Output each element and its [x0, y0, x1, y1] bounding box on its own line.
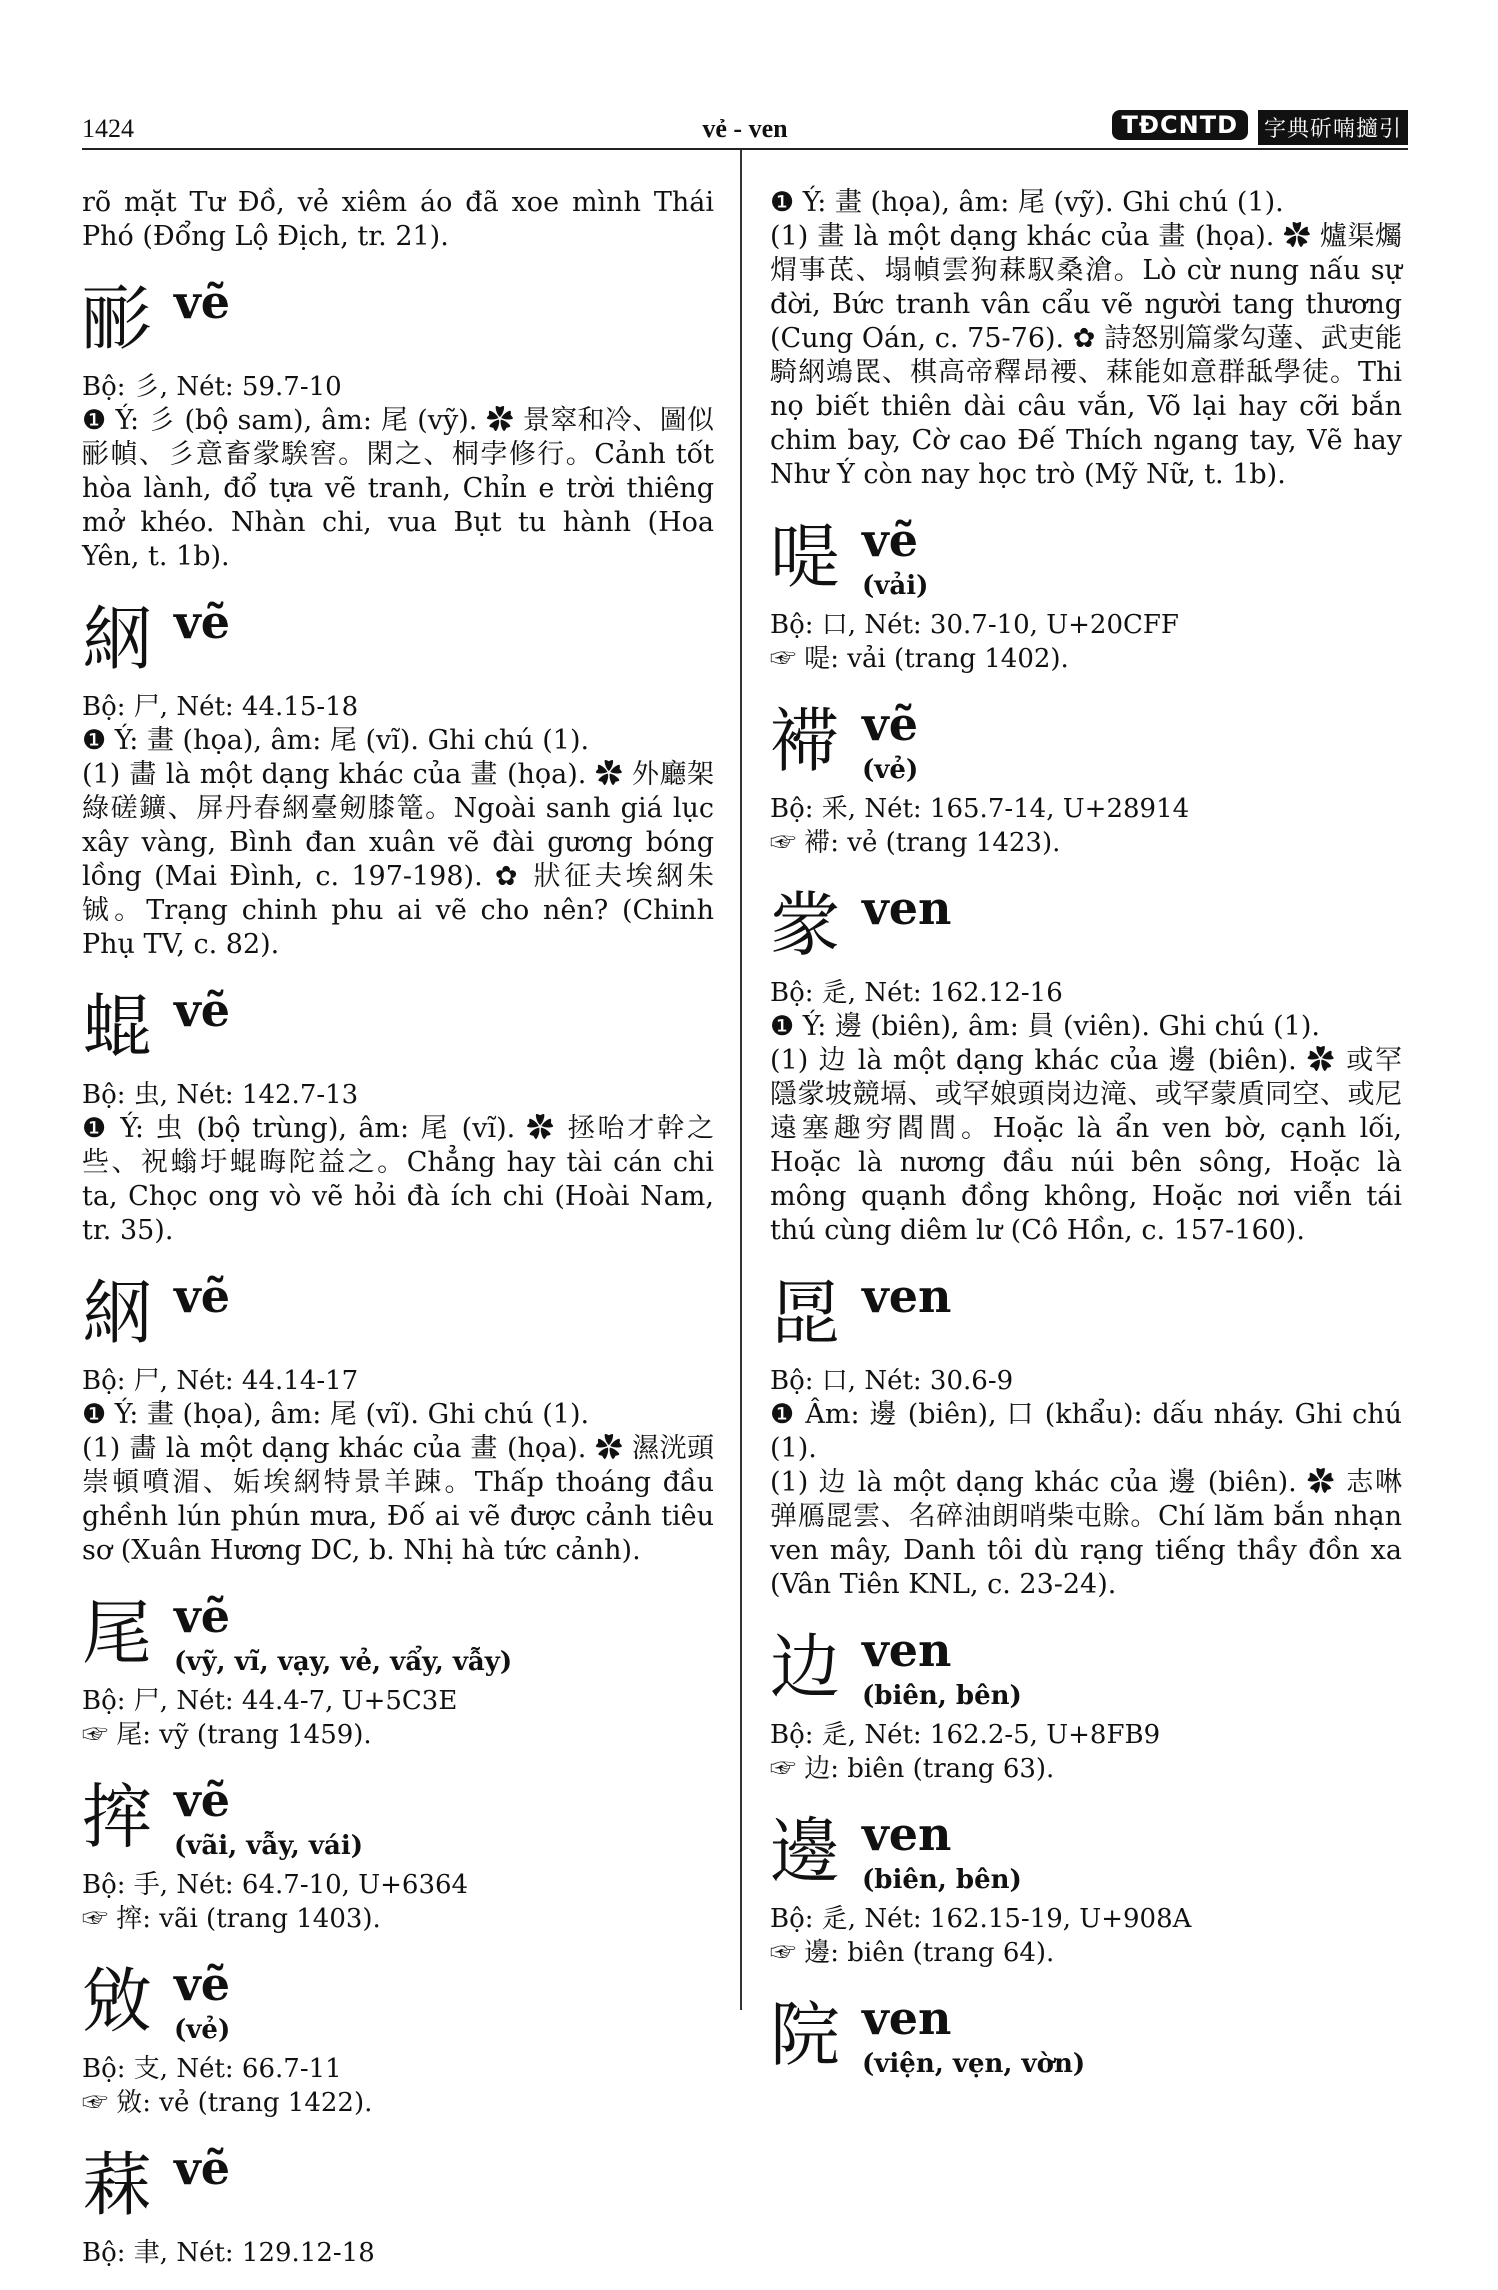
dictionary-entry — [82, 274, 714, 574]
entry-radical-strokes: Bộ: 辵, Nét: 162.15-19, U+908A — [770, 1904, 1192, 1934]
column-divider — [740, 150, 742, 2010]
dictionary-entry — [770, 1806, 1402, 1970]
entry-character: 㖷 — [770, 516, 840, 598]
entry-alternate-readings: (biên, bên) — [862, 1865, 1022, 1895]
left-entries — [82, 274, 714, 2270]
entry-radical-strokes: Bộ: 釆, Nét: 165.7-14, U+28914 — [770, 794, 1190, 824]
entry-head — [82, 982, 714, 1078]
entry-cross-reference[interactable]: ☞ 䙊: vẻ (trang 1423). — [770, 828, 1061, 858]
entry-character: 蜫 — [82, 986, 152, 1068]
entry-alternate-readings: (vải) — [862, 571, 929, 601]
dictionary-entry — [82, 1956, 714, 2120]
entry-reading: ven — [862, 1991, 952, 2045]
entry-head — [82, 594, 714, 690]
entry-head — [82, 1772, 714, 1868]
entry-head — [770, 880, 1402, 976]
entry-character: 尾 — [82, 1592, 152, 1674]
entry-character: 敓 — [82, 1960, 152, 2042]
continued-text: rõ mặt Tư Đồ, vẻ xiêm áo đã xoe mình Thái Phó (Đổng Lộ Địch, tr. 21). — [82, 187, 714, 252]
entry-radical-strokes: Bộ: 支, Nét: 66.7-11 — [82, 2054, 342, 2084]
dictionary-entry — [770, 512, 1402, 676]
entry-character: 边 — [770, 1626, 840, 1708]
running-title: vẻ - ven — [702, 114, 788, 143]
dictionary-entry — [82, 982, 714, 1248]
dictionary-entry — [82, 594, 714, 962]
entry-radical-strokes: Bộ: 虫, Nét: 142.7-13 — [82, 1080, 359, 1110]
entry-reading: vẽ — [174, 595, 230, 649]
dictionary-entry — [770, 880, 1402, 1248]
entry-character: 㖯 — [770, 1272, 840, 1354]
entry-radical-strokes: Bộ: 尸, Nét: 44.4-7, U+5C3E — [82, 1686, 458, 1716]
entry-reading: vẽ — [174, 275, 230, 329]
right-entries — [770, 512, 1402, 2086]
entry-character: 㨓 — [82, 1776, 152, 1858]
entry-cross-reference[interactable]: ☞ 㨓: vãi (trang 1403). — [82, 1904, 381, 1934]
entry-reading: vẽ — [174, 1269, 230, 1323]
entry-definition: ❶ Ý: 畫 (họa), âm: 尾 (vĩ). Ghi chú (1). — [82, 725, 590, 756]
entry-cross-reference[interactable]: ☞ 敓: vẻ (trang 1422). — [82, 2088, 373, 2118]
entry-reading: vẽ — [174, 2141, 230, 2195]
entry-head — [770, 1268, 1402, 1364]
entry-definition: ❶ Ý: 邊 (biên), âm: 員 (viên). Ghi chú (1). — [770, 1011, 1320, 1042]
entry-reading: ven — [862, 1623, 952, 1677]
entry-radical-strokes: Bộ: 口, Nét: 30.7-10, U+20CFF — [770, 610, 1179, 640]
entry-head — [770, 512, 1402, 608]
entry-radical-strokes: Bộ: 手, Nét: 64.7-10, U+6364 — [82, 1870, 469, 1900]
dictionary-entry — [770, 1990, 1402, 2086]
entry-character: 邊 — [770, 1810, 840, 1892]
entry-reading: vẽ — [174, 1957, 230, 2011]
entry-head — [82, 1588, 714, 1684]
left-column — [82, 186, 714, 2290]
entry-head — [82, 2140, 714, 2236]
dictionary-entry — [82, 1268, 714, 1568]
entry-character: 䔉 — [82, 2144, 152, 2226]
entry-head — [82, 1268, 714, 1364]
entry-note: (1) 畵 là một dạng khác của 畫 (họa). ✿ 外廳架綠磋鑛、屏丹春䋄臺剱膝篭。Ngoài sanh giá lục xây vàng, Bình đan xuân vẽ đài gương bóng lồng (Mai Đình, c. 197-198). ✿ 狀征夫埃䋄朱铖。Trạng chinh phu ai vẽ cho nên? (Chinh Phụ TV, c. 82). — [82, 759, 714, 960]
entry-head — [770, 1622, 1402, 1718]
page-header — [82, 108, 1408, 150]
entry-cross-reference[interactable]: ☞ 边: biên (trang 63). — [770, 1754, 1055, 1784]
entry-radical-strokes: Bộ: 辵, Nét: 162.12-16 — [770, 978, 1063, 1008]
entry-alternate-readings: (viện, vẹn, vờn) — [862, 2049, 1086, 2079]
dictionary-entry — [82, 1588, 714, 1752]
entry-alternate-readings: (vẻ) — [174, 2015, 231, 2045]
entry-radical-strokes: Bộ: 辵, Nét: 162.2-5, U+8FB9 — [770, 1720, 1161, 1750]
entry-definition: ❶ Ý: 虫 (bộ trùng), âm: 尾 (vĩ). ✿ 拯咍才幹之些、祝螉圩蜫晦陀益之。Chẳng hay tài cán chi ta, Chọc ong vò vẽ hỏi đà ích chi (Hoài Nam, tr. 35). — [82, 1113, 714, 1246]
dictionary-logo-badge: TĐCNTD — [1112, 110, 1248, 140]
entry-radical-strokes: Bộ: 尸, Nét: 44.15-18 — [82, 692, 359, 722]
entry-character: 院 — [770, 1994, 840, 2076]
entry-radical-strokes: Bộ: 尸, Nét: 44.14-17 — [82, 1366, 359, 1396]
dictionary-entry — [770, 696, 1402, 860]
continued-note: (1) 畫 là một dạng khác của 畫 (họa). ✿ 爐渠爥焨事茋、塌幀雲狗䔉馭桑滄。Lò cừ nung nấu sự đời, Bức tranh vân cẩu vẽ người tang thương (Cung Oán, c. 75-76). ✿ 詩怒别篇䝉勾薘、武吏能騎䋄鴗䍕、棋高帝釋昂䙅、䔉能如意群䑛學徒。Thi nọ biết thiên dài câu vắn, Võ lại hay cỡi bắn chim bay, Cờ cao Đế Thích ngang tay, Vẽ hay Như Ý còn nay học trò (Mỹ Nữ, t. 1b). — [770, 221, 1402, 490]
entry-note: (1) 畵 là một dạng khác của 畫 (họa). ✿ 濕洸頭崇頓噴湄、姤埃䋄特景羊踈。Thấp thoáng đầu ghềnh lún phún mưa, Đố ai vẽ được cảnh tiêu sơ (Xuân Hương DC, b. Nhị hà tức cảnh). — [82, 1433, 714, 1566]
entry-reading: vẽ — [174, 1589, 230, 1643]
entry-head — [770, 696, 1402, 792]
continued-definition: ❶ Ý: 畫 (họa), âm: 尾 (vỹ). Ghi chú (1). — [770, 187, 1284, 218]
entry-head — [82, 274, 714, 370]
entry-radical-strokes: Bộ: 彡, Nét: 59.7-10 — [82, 372, 342, 402]
entry-radical-strokes: Bộ: 口, Nét: 30.6-9 — [770, 1366, 1014, 1396]
dictionary-entry — [770, 1268, 1402, 1602]
entry-definition: ❶ Ý: 彡 (bộ sam), âm: 尾 (vỹ). ✿ 景窣和冷、圖似彨幀、彡意畜䝉騃窖。閑之、桐孛修行。Cảnh tốt hòa lành, đổ tựa vẽ tranh, Chỉn e trời thiêng mở khéo. Nhàn chi, vua Bụt tu hành (Hoa Yên, t. 1b). — [82, 405, 714, 572]
entry-character: 䙊 — [770, 700, 840, 782]
entry-reading: ven — [862, 881, 952, 935]
entry-reading: vẽ — [174, 983, 230, 1037]
dictionary-entry — [82, 1772, 714, 1936]
entry-reading: vẽ — [862, 697, 918, 751]
entry-character: 䝉 — [770, 884, 840, 966]
entry-cross-reference[interactable]: ☞ 㖷: vải (trang 1402). — [770, 644, 1069, 674]
entry-head — [770, 1806, 1402, 1902]
entry-reading: ven — [862, 1807, 952, 1861]
entry-definition: ❶ Ý: 畫 (họa), âm: 尾 (vĩ). Ghi chú (1). — [82, 1399, 590, 1430]
entry-alternate-readings: (vãi, vẫy, vái) — [174, 1831, 364, 1861]
entry-alternate-readings: (biên, bên) — [862, 1681, 1022, 1711]
dictionary-entry — [82, 2140, 714, 2270]
dictionary-entry — [770, 1622, 1402, 1786]
entry-cross-reference[interactable]: ☞ 尾: vỹ (trang 1459). — [82, 1720, 372, 1750]
entry-cross-reference[interactable]: ☞ 邊: biên (trang 64). — [770, 1938, 1055, 1968]
entry-alternate-readings: (vẻ) — [862, 755, 919, 785]
entry-reading: vẽ — [862, 513, 918, 567]
right-column — [770, 186, 1402, 2106]
entry-head — [82, 1956, 714, 2052]
dictionary-seal: 字典斫喃擿引 — [1258, 110, 1408, 145]
entry-note: (1) 边 là một dạng khác của 邊 (biên). ✿ 志啉弹鴈㖯雲、名碎油朗哨柴屯賖。Chí lăm bắn nhạn ven mây, Danh tôi dù rạng tiếng thầy đồn xa (Vân Tiên KNL, c. 23-24). — [770, 1467, 1402, 1600]
entry-head — [770, 1990, 1402, 2086]
entry-character: 䋄 — [82, 598, 152, 680]
entry-reading: ven — [862, 1269, 952, 1323]
entry-character: 䋄 — [82, 1272, 152, 1354]
entry-alternate-readings: (vỹ, vĩ, vạy, vẻ, vẩy, vẫy) — [174, 1647, 513, 1677]
entry-reading: vẽ — [174, 1773, 230, 1827]
page-number: 1424 — [82, 114, 134, 143]
entry-character: 彨 — [82, 278, 152, 360]
entry-note: (1) 边 là một dạng khác của 邊 (biên). ✿ 或罕隱䝉坡競塥、或罕娘頭岗边滝、或罕蒙貭同空、或尼遠塞趣穷閻閭。Hoặc là ẩn ven bờ, cạnh lối, Hoặc là nương đầu núi bên sông, Hoặc là mông quạnh đồng không, Hoặc nơi viễn tái thú cùng diêm lư (Cô Hồn, c. 157-160). — [770, 1045, 1402, 1246]
entry-radical-strokes: Bộ: 聿, Nét: 129.12-18 — [82, 2238, 375, 2268]
entry-definition: ❶ Âm: 邊 (biên), 口 (khẩu): dấu nháy. Ghi chú (1). — [770, 1399, 1402, 1464]
